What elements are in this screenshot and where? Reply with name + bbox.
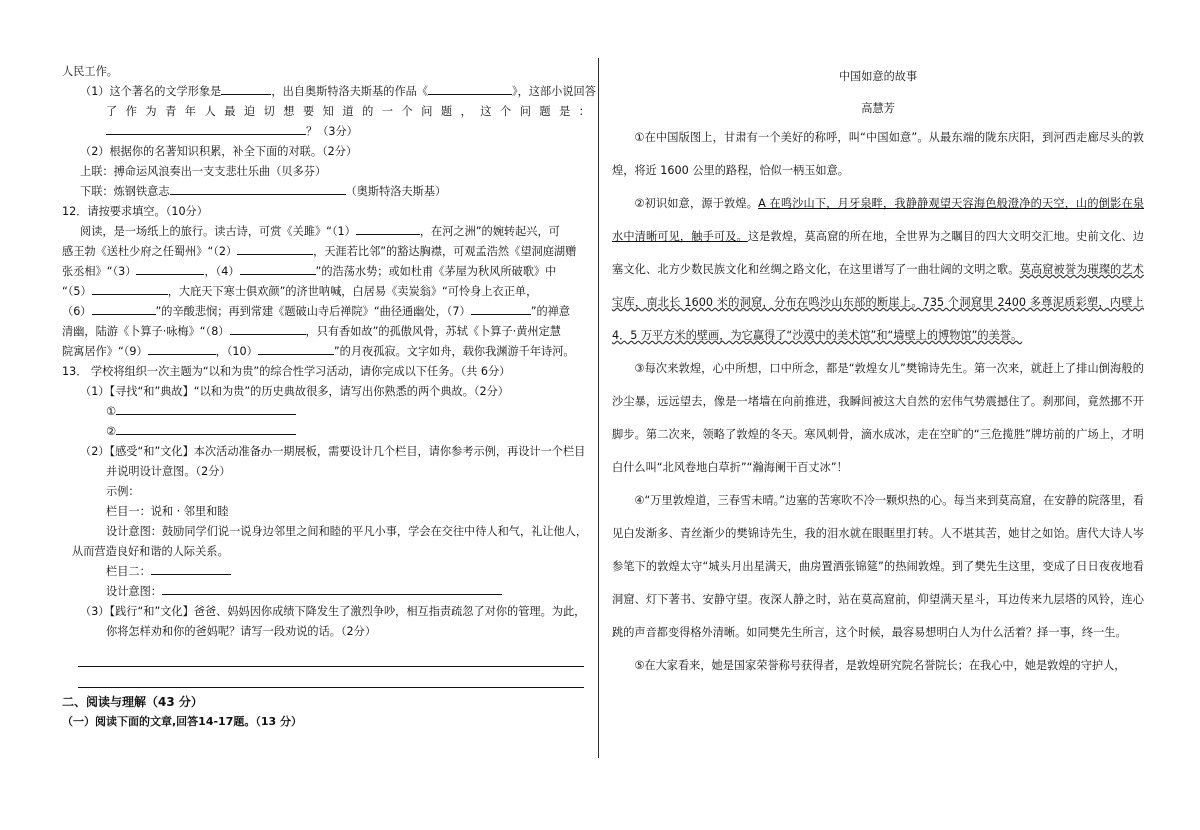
answer-blank[interactable]: [230, 322, 306, 335]
section2-part1-heading: （一）阅读下面的文章,回答14-17题。（13 分）: [62, 715, 302, 728]
q12-line3: 张丞相》“（3） ，（4） ”的浩荡水势；或如杜甫《茅屋为秋风所破歌》中: [62, 262, 590, 282]
answer-blank[interactable]: [151, 562, 231, 575]
q12-line2: 感王勃《送杜少府之任蜀州》“（2） ，天涯若比邻”的豁达胸襟，可观孟浩然《望洞庭湖赠: [62, 242, 590, 262]
answer-blank[interactable]: [471, 302, 531, 315]
q12-line1: 阅读，是一场纸上的旅行。读古诗，可赏《关雎》“（1） ，在河之洲”的婉转起兴，可: [62, 222, 590, 242]
q13-3-line2: 你将怎样劝和你的爸妈呢？请写一段劝说的话。（2分）: [106, 625, 377, 638]
example-column1: 栏目一：说和 · 邻里和睦: [106, 505, 229, 518]
answer-blank[interactable]: [170, 182, 346, 195]
answer-blank[interactable]: [237, 242, 313, 255]
answer-blank[interactable]: [240, 262, 316, 275]
q13-heading: 13． 学校将组织一次主题为“以和为贵”的综合性学习活动，请你完成以下任务。（共 6分）: [62, 365, 511, 378]
answer-blank[interactable]: [106, 122, 306, 135]
answer-blank[interactable]: [92, 302, 156, 315]
q13-2-line1: （2）【感受“和”文化】本次活动准备办一期展板，需要设计几个栏目，请你参考示例，再设计一个栏目: [80, 445, 586, 458]
answer-blank[interactable]: [116, 422, 296, 435]
answer-blank[interactable]: [162, 582, 502, 595]
q13-1-answer1: ①: [62, 402, 590, 422]
q12-line6: 清幽，陆游《卜算子·咏梅》“（8） ，只有香如故”的孤傲风骨，苏轼《卜算子·黄州定慧: [62, 322, 590, 342]
answer-blank[interactable]: [136, 262, 204, 275]
q13-1: （1）【寻找“和”典故】“以和为贵”的历史典故很多，请写出你熟悉的两个典故。（2分）: [80, 385, 509, 398]
paragraph-1: ①在中国版图上，甘肃有一个美好的称呼，叫“中国如意”。从最东端的陇东庆阳，到河西走廊尽头的敦煌，将近 1600 公里的路程，恰似一柄玉如意。: [612, 131, 1144, 177]
couplet-upper: 上联：搏命运风浪奏出一支支悲壮乐曲（贝多芬）: [80, 165, 327, 178]
example-intent-line2: 从而营造良好和谐的人际关系。: [72, 545, 229, 558]
couplet-lower: 下联：炼钢铁意志 （奥斯特洛夫斯基）: [62, 182, 590, 202]
paragraph-3: ③每次来敦煌，心中所想，口中所念，都是“敦煌女儿”樊锦诗先生。第一次来，就赶上了排山倒海般的沙尘暴，远远望去，像是一堵墙在向前推进，我瞬间被这大自然的宏伟气势震撼住了。刹那间，竟然挪不开脚步。第二次来，领略了敦煌的冬天。寒风刺骨，滴水成冰，走在空旷的“三危揽胜”牌坊前的广场上，才明白什么叫“北风卷地白草折”“瀚海阑干百丈冰”！: [612, 362, 1144, 474]
answer-blank[interactable]: [116, 402, 296, 415]
underlined-sentence-a: A 在鸣沙山下，月牙泉畔，我静静观望天容海色般澄净的天空，山的倒影在泉水中清晰可见，触手可及。: [612, 197, 1144, 243]
example-label: 示例：: [106, 485, 140, 498]
q12-line5: （6） ”的辛酸悲悯；再到常建《题破山寺后禅院》“曲径通幽处，（7） ”的禅意: [62, 302, 590, 322]
wavy-underlined-sentence: 莫高窟被誉为璀璨的艺术宝库，南北长 1600 米的洞窟，分布在鸣沙山东部的断崖上。735 个洞窟里 2400 多尊泥质彩塑，内壁上 4．5 万平方米的壁画，为它赢得了“沙漠中的美术馆”和“墙壁上的博物馆”的美誉。: [612, 263, 1144, 342]
q12-line4: “（5） ，大庇天下寒士俱欢颜”的济世呐喊，白居易《卖炭翁》“可怜身上衣正单，: [62, 282, 590, 302]
q11-1-line2: 了 作 为 青 年 人 最 迫 切 想 要 知 道 的 一 个 问 题 ， 这 个 问 题 是 ：: [106, 105, 590, 118]
left-column: [62, 62, 596, 732]
q13-1-answer2: ②: [62, 422, 590, 442]
answer-blank[interactable]: [356, 222, 420, 235]
q12-heading: 12．请按要求填空。（10分）: [62, 205, 208, 218]
example-intent-line1: 设计意图：鼓励同学们说一说身边邻里之间和睦的平凡小事，学会在交往中待人和气，礼让他人，: [106, 525, 588, 538]
paragraph-5: ⑤在大家看来，她是国家荣誉称号获得者，是敦煌研究院名誉院长；在我心中，她是敦煌的守护人，: [634, 659, 1126, 672]
answer-blank[interactable]: [148, 342, 216, 355]
answer-line[interactable]: [78, 671, 584, 688]
paragraph-4: ④“万里敦煌道，三春雪未晴。”边塞的苦寒吹不冷一颗炽热的心。每当来到莫高窟，在安静的院落里，看见白发渐多、青丝渐少的樊锦诗先生，我的泪水就在眼眶里打转。人不堪其苦，她甘之如饴。唐代大诗人岑参笔下的敦煌太守“城头月出星满天，曲房置酒张锦筵”的热闹敦煌。到了樊先生这里，变成了日日夜夜地看洞窟、灯下著书、安静守望。夜深人静之时，站在莫高窟前，仰望满天星斗，耳边传来九层塔的风铃，连心跳的声音都变得格外清晰。如同樊先生所言，这个时候，最容易想明白人为什么活着？择一事，终一生。: [612, 494, 1144, 639]
intent2-line: 设计意图：: [62, 582, 590, 602]
right-column: [612, 62, 1144, 682]
article-author: 高慧芳: [861, 102, 895, 115]
q12-line7: 院寓居作》“（9） ，（10） ”的月夜孤寂。文字如舟，载你我渊游千年诗河。: [62, 342, 590, 362]
section2-heading: 二、阅读与理解（43 分）: [62, 695, 203, 709]
q13-3-line1: （3）【践行“和”文化】爸爸、妈妈因你成绩下降发生了激烈争吵，相互指责疏忽了对你的管理。为此，: [80, 605, 586, 618]
article-title: 中国如意的故事: [838, 70, 918, 83]
column-divider: [598, 58, 599, 758]
continued-line: 人民工作。: [62, 65, 118, 78]
answer-blank[interactable]: [258, 342, 334, 355]
answer-blank[interactable]: [428, 82, 512, 95]
q13-2-line2: 并说明设计意图。（2分）: [106, 465, 231, 478]
answer-blank[interactable]: [221, 82, 271, 95]
answer-blank[interactable]: [92, 282, 168, 295]
q11-1-line1: （1）这个著名的文学形象是 ，出自奥斯特洛夫斯基的作品《 》，这部小说回答: [62, 82, 590, 102]
q11-2: （2）根据你的名著知识积累，补全下面的对联。（2分）: [80, 145, 358, 158]
answer-line[interactable]: [78, 650, 584, 667]
column2-line: 栏目二：: [62, 562, 590, 582]
paragraph-2: ②初识如意，源于敦煌。A 在鸣沙山下，月牙泉畔，我静静观望天容海色般澄净的天空，山的倒影在泉水中清晰可见，触手可及。这是敦煌，莫高窟的所在地，全世界为之瞩目的四大文明交汇地。史前文化、边塞文化、北方少数民族文化和丝绸之路文化，在这里谱写了一曲壮阔的文明之歌。莫高窟被誉为璀璨的艺术宝库，南北长 1600 米的洞窟，分布在鸣沙山东部的断崖上。735 个洞窟里 2400 多尊泥质彩塑，内壁上 4．5 万平方米的壁画，为它赢得了“沙漠中的美术馆”和“墙壁上的博物馆”的美誉。: [612, 197, 1144, 342]
q11-1-line3: ？（3分）: [62, 122, 590, 142]
